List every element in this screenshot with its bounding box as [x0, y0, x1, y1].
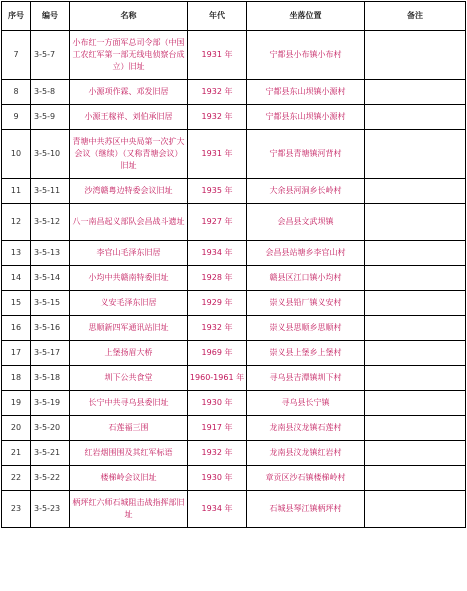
table-row — [2, 491, 466, 528]
row-location: 赣县区江口镇小均村 — [247, 266, 365, 291]
row-code: 3-5-11 — [31, 179, 70, 204]
table-row — [2, 366, 466, 391]
table-row — [2, 266, 466, 291]
row-location: 宁都县东山坝镇小源村 — [247, 105, 365, 130]
row-number: 18 — [2, 366, 31, 391]
row-name: 李官山毛泽东旧居 — [70, 241, 188, 266]
row-name: 思顺新四军通讯站旧址 — [70, 316, 188, 341]
row-year: 1931 年 — [188, 31, 247, 80]
row-name: 沙湾赣粤边特委会议旧址 — [70, 179, 188, 204]
row-code: 3-5-18 — [31, 366, 70, 391]
row-note — [365, 391, 466, 416]
row-code: 3-5-13 — [31, 241, 70, 266]
row-code: 3-5-14 — [31, 266, 70, 291]
table-row — [2, 441, 466, 466]
row-name: 石莲福三围 — [70, 416, 188, 441]
row-number: 19 — [2, 391, 31, 416]
table-row — [2, 391, 466, 416]
row-number: 21 — [2, 441, 31, 466]
row-year: 1931 年 — [188, 130, 247, 179]
row-number: 14 — [2, 266, 31, 291]
row-number: 11 — [2, 179, 31, 204]
row-name: 小源项作霖、邓发旧居 — [70, 80, 188, 105]
row-year: 1960-1961 年 — [188, 366, 247, 391]
row-year: 1969 年 — [188, 341, 247, 366]
row-number: 15 — [2, 291, 31, 316]
table-row — [2, 130, 466, 179]
row-location: 龙南县汶龙镇石莲村 — [247, 416, 365, 441]
row-year: 1930 年 — [188, 466, 247, 491]
row-note — [365, 291, 466, 316]
row-name: 小均中共赣南特委旧址 — [70, 266, 188, 291]
header-name: 名称 — [70, 2, 188, 31]
row-note — [365, 266, 466, 291]
row-number: 16 — [2, 316, 31, 341]
row-location: 宁都县青塘镇河背村 — [247, 130, 365, 179]
row-note — [365, 491, 466, 528]
table-row — [2, 466, 466, 491]
row-location: 宁都县小布镇小布村 — [247, 31, 365, 80]
row-location: 会昌县文武坝镇 — [247, 204, 365, 241]
row-name: 义安毛泽东旧居 — [70, 291, 188, 316]
row-note — [365, 366, 466, 391]
row-number: 9 — [2, 105, 31, 130]
table-row — [2, 316, 466, 341]
row-name: 柄坪红六师石城阻击战指挥部旧址 — [70, 491, 188, 528]
row-code: 3-5-8 — [31, 80, 70, 105]
row-code: 3-5-12 — [31, 204, 70, 241]
row-note — [365, 441, 466, 466]
row-name: 小源王稼祥、刘伯承旧居 — [70, 105, 188, 130]
row-location: 龙南县汶龙镇红岩村 — [247, 441, 365, 466]
table-row — [2, 31, 466, 80]
row-year: 1932 年 — [188, 105, 247, 130]
row-code: 3-5-15 — [31, 291, 70, 316]
row-note — [365, 466, 466, 491]
row-location: 寻乌县长宁镇 — [247, 391, 365, 416]
row-code: 3-5-23 — [31, 491, 70, 528]
table-row — [2, 179, 466, 204]
row-note — [365, 105, 466, 130]
row-number: 8 — [2, 80, 31, 105]
row-year: 1932 年 — [188, 80, 247, 105]
row-location: 石城县琴江镇柄坪村 — [247, 491, 365, 528]
row-code: 3-5-17 — [31, 341, 70, 366]
row-code: 3-5-22 — [31, 466, 70, 491]
row-code: 3-5-9 — [31, 105, 70, 130]
header-code: 编号 — [31, 2, 70, 31]
row-note — [365, 416, 466, 441]
table-row — [2, 416, 466, 441]
row-number: 20 — [2, 416, 31, 441]
row-code: 3-5-7 — [31, 31, 70, 80]
row-location: 崇义县思顺乡思顺村 — [247, 316, 365, 341]
table-row — [2, 291, 466, 316]
table-row — [2, 204, 466, 241]
row-location: 会昌县站塘乡李官山村 — [247, 241, 365, 266]
row-number: 13 — [2, 241, 31, 266]
row-year: 1935 年 — [188, 179, 247, 204]
row-location: 崇义县上堡乡上堡村 — [247, 341, 365, 366]
row-note — [365, 130, 466, 179]
row-year: 1934 年 — [188, 241, 247, 266]
row-code: 3-5-10 — [31, 130, 70, 179]
header-location: 坐落位置 — [247, 2, 365, 31]
row-name: 小布红一方面军总司令部（中国工农红军第一部无线电侦察台成立）旧址 — [70, 31, 188, 80]
row-year: 1927 年 — [188, 204, 247, 241]
table-row — [2, 241, 466, 266]
row-name: 楼梯岭会议旧址 — [70, 466, 188, 491]
row-location: 寻乌县吉潭镇圳下村 — [247, 366, 365, 391]
row-note — [365, 316, 466, 341]
row-note — [365, 31, 466, 80]
row-note — [365, 179, 466, 204]
row-name: 红岩烟围围及其红军标语 — [70, 441, 188, 466]
header-year: 年代 — [188, 2, 247, 31]
heritage-table — [1, 1, 466, 528]
row-code: 3-5-19 — [31, 391, 70, 416]
row-note — [365, 204, 466, 241]
row-year: 1917 年 — [188, 416, 247, 441]
row-year: 1929 年 — [188, 291, 247, 316]
header-note: 备注 — [365, 2, 466, 31]
row-location: 宁都县东山坝镇小源村 — [247, 80, 365, 105]
row-year: 1934 年 — [188, 491, 247, 528]
row-name: 上堡扬眉大桥 — [70, 341, 188, 366]
row-number: 22 — [2, 466, 31, 491]
header-no: 序号 — [2, 2, 31, 31]
row-code: 3-5-20 — [31, 416, 70, 441]
table-header-row — [2, 2, 466, 31]
row-year: 1932 年 — [188, 316, 247, 341]
row-number: 23 — [2, 491, 31, 528]
row-location: 章贡区沙石镇楼梯岭村 — [247, 466, 365, 491]
row-year: 1932 年 — [188, 441, 247, 466]
row-name: 青塘中共苏区中央局第一次扩大会议（继续）（又称青塘会议）旧址 — [70, 130, 188, 179]
row-number: 17 — [2, 341, 31, 366]
row-note — [365, 341, 466, 366]
row-location: 崇义县铅厂镇义安村 — [247, 291, 365, 316]
row-name: 八一南昌起义部队会昌战斗遗址 — [70, 204, 188, 241]
table-row — [2, 80, 466, 105]
row-number: 10 — [2, 130, 31, 179]
row-name: 圳下公共食堂 — [70, 366, 188, 391]
row-note — [365, 241, 466, 266]
row-code: 3-5-21 — [31, 441, 70, 466]
row-year: 1928 年 — [188, 266, 247, 291]
row-number: 12 — [2, 204, 31, 241]
row-code: 3-5-16 — [31, 316, 70, 341]
table-row — [2, 105, 466, 130]
row-note — [365, 80, 466, 105]
table-row — [2, 341, 466, 366]
row-location: 大余县河洞乡长岭村 — [247, 179, 365, 204]
row-number: 7 — [2, 31, 31, 80]
row-year: 1930 年 — [188, 391, 247, 416]
row-name: 长宁中共寻乌县委旧址 — [70, 391, 188, 416]
